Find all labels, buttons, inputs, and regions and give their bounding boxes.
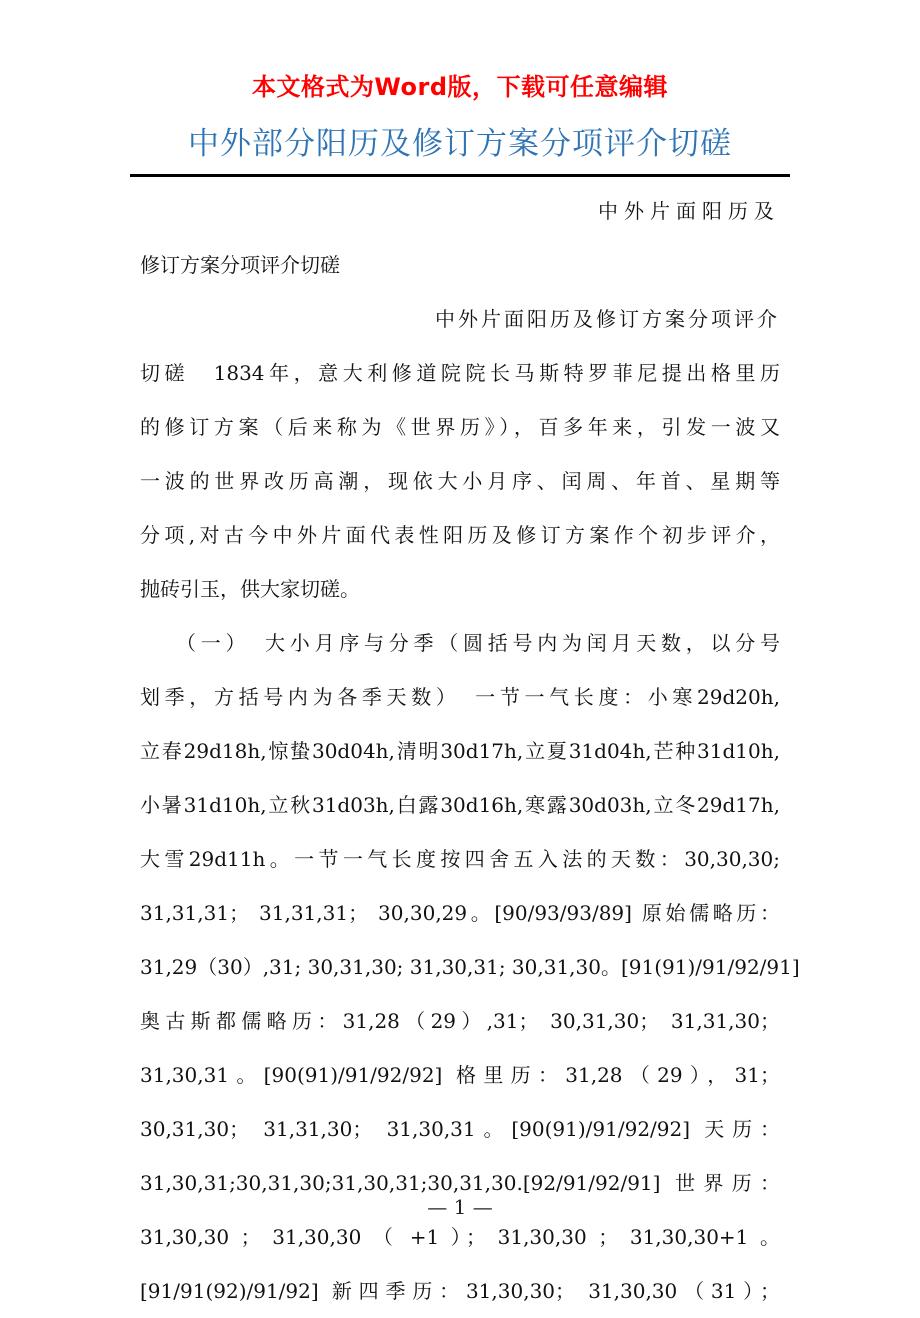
body-line: 分项,对古今中外片面代表性阳历及修订方案作个初步评介， (140, 523, 780, 547)
body-line: 中外片面阳历及修订方案分项评介 (435, 307, 780, 331)
body-line: 划季，方括号内为各季天数） 一节一气长度：小寒29d20h, (140, 685, 780, 709)
body-line: 小暑31d10h,立秋31d03h,白露30d16h,寒露30d03h,立冬29d17h, (140, 793, 780, 817)
body-line: 31,31,31； 31,31,31； 30,30,29。[90/93/93/89] 原始儒略历： (140, 901, 780, 925)
body-line: 抛砖引玉，供大家切磋。 (140, 577, 360, 601)
body-line: 切磋 1834年，意大利修道院院长马斯特罗菲尼提出格里历 (140, 361, 780, 385)
body-line: 31,30,31;30,31,30;31,30,31;30,31,30.[92/91/92/91] 世界历： (140, 1171, 780, 1195)
page-number: — 1 — (427, 1195, 493, 1219)
body-line: 一波的世界改历高潮，现依大小月序、闰周、年首、星期等 (140, 469, 780, 493)
title-divider (130, 174, 790, 177)
body-line: 修订方案分项评介切磋 (140, 253, 340, 277)
body-line: 31,30,30 ； 31,30,30 （ +1 ）； 31,30,30 ； 31,30,30+1 。 (140, 1225, 780, 1249)
body-line: 30,31,30； 31,31,30； 31,30,31。[90(91)/91/92/92] 天历： (140, 1117, 780, 1141)
body-line: 31,30,31。[90(91)/91/92/92] 格里历：31,28（29），31； (140, 1063, 780, 1087)
body-line: 的修订方案（后来称为《世界历》），百多年来，引发一波又 (140, 415, 780, 439)
body-line: 大雪29d11h。一节一气长度按四舍五入法的天数：30,30,30; (140, 847, 780, 871)
document-title: 中外部分阳历及修订方案分项评介切磋 (188, 126, 732, 162)
body-line: 31,29（30）,31; 30,31,30; 31,30,31; 30,31,30。[91(91)/91/92/91] (140, 955, 800, 979)
section-heading-line: （一） 大小月序与分季（圆括号内为闰月天数，以分号 (176, 631, 780, 655)
body-line: 中外片面阳历及 (598, 199, 780, 223)
body-line: 立春29d18h,惊蛰30d04h,清明30d17h,立夏31d04h,芒种31d10h, (140, 739, 780, 763)
body-line: 奥古斯都儒略历：31,28（29）,31； 30,31,30； 31,31,30； (140, 1009, 780, 1033)
download-banner: 本文格式为Word版，下载可任意编辑 (251, 73, 669, 101)
document-body (140, 184, 800, 1318)
body-line: [91/91(92)/91/92] 新四季历：31,30,30； 31,30,30（31）； (140, 1279, 780, 1303)
